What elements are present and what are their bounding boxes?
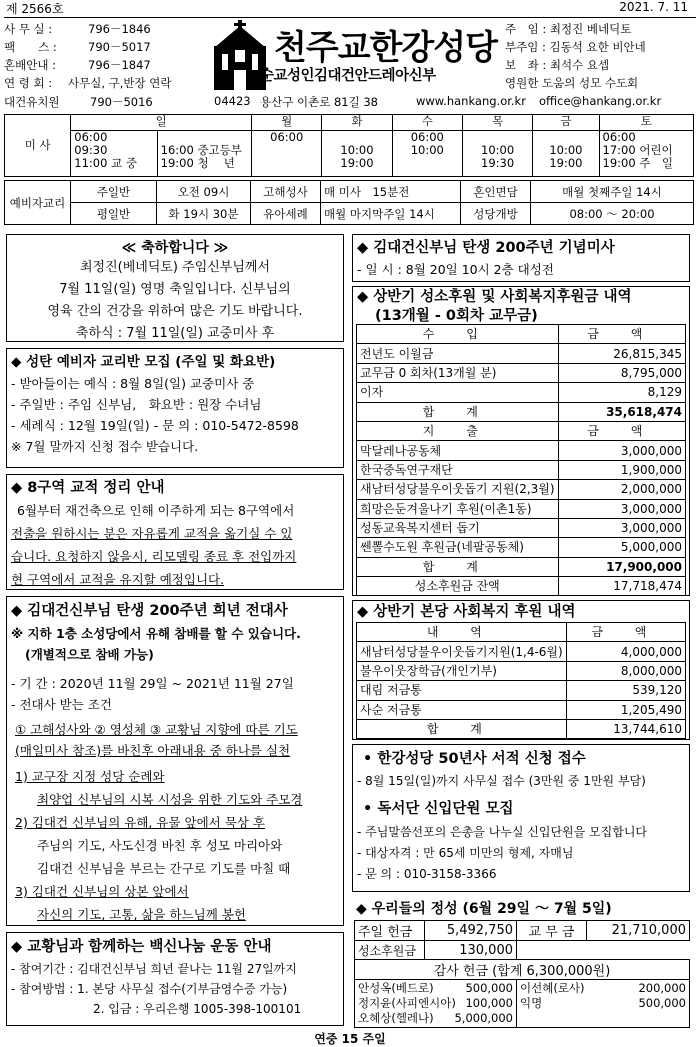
welfare-table: 내 역 금 액 새남터성당불우이웃돕기지원(1,4-6월) 4,000,000 불우이웃장학금(개인기부) 8,000,000 대림 저금통 539,120 사순 저금통 1,205,490 합 계 13,744,610	[356, 622, 686, 739]
table-row: 쎈뽈수도원 후원금(네팔공동체) 5,000,000	[357, 538, 686, 557]
mass200-box: ◆ 김대건신부님 탄생 200주년 기념미사 - 일 시 : 8월 20일 10시 2층 대성전	[352, 234, 690, 282]
issue-number: 제 2566호	[6, 2, 64, 16]
table-row: 한국중독연구재단 1,900,000	[357, 460, 686, 479]
table-row: 막달레나공동체 3,000,000	[357, 441, 686, 460]
issue-date: 2021. 7. 11	[619, 0, 688, 14]
table-row: 불우이웃장학금(개인기부) 8,000,000	[357, 661, 686, 680]
notices-box: • 한강성당 50년사 서적 신청 접수 - 8월 15일(일)까지 사무실 접수 (3만원 중 1만원 부담) • 독서단 신입단원 모집 - 주님말씀선포의 은총을 나누실 신입단원을 모집합니다 - 대상자격 : 만 65세 미만의 형제, 자매님 - 문 의 : 010-3158-3366	[352, 744, 690, 892]
sacrament-schedule: 예비자교리 주일반 오전 09시 고해성사 매 미사 15분전 혼인면담 매월 첫째주일 14시 평일반 화 19시 30분 유아세례 매월 마지막주일 14시 성당개방 08:00 ～ 20:00	[4, 180, 694, 225]
table-row: 희망은둔겨울나기 후원(이촌1동) 3,000,000	[357, 499, 686, 518]
liturgical-day: 연중 15 주일	[314, 1032, 386, 1046]
table-row: 사순 저금통 1,205,490	[357, 700, 686, 719]
catechism-box: ◆ 성탄 예비자 교리반 모집 (주일 및 화요반) - 받아들이는 예식 : 8월 8일(일) 교중미사 중 - 주일반 : 주임 신부님, 화요반 : 원장 수녀님 - 세례식 : 12월 19일(일) - 문 의 : 010-5472-8598 ※ 7월 말까지 신청 접수 받습니다.	[6, 348, 344, 468]
contact-info: 사 무 실 : 796－1846 팩 스 : 790－5017 혼배안내 : 796－1847 연 령 회 : 사무실, 구,반장 연락	[4, 22, 172, 90]
offering-title: ◆ 우리들의 정성 (6월 29일 ～ 7월 5일)	[356, 901, 612, 917]
welfare-box: ◆ 상반기 본당 사회복지 후원 내역	[352, 600, 690, 740]
church-name: 천주교한강성당	[274, 28, 497, 68]
table-row: 교무금 0 회차(13개월 분) 8,795,000	[357, 363, 686, 382]
table-row: 새남터성당불우이웃돕기 지원(2,3월) 2,000,000	[357, 480, 686, 499]
table-row: 전년도 이월금 26,815,345	[357, 344, 686, 363]
finance-table: 수 입 금 액 전년도 이월금 26,815,345 교무금 0 회차(13개월 분) 8,795,000 이자 8,129 합 계 35,618,474 지 출 금 액 막달레나공동체 3,000,000 한국중독연구재단 1,900,000 새남터성당불우이웃돕기 지원(2,3월) 2,000,000 희망은둔겨울나기 후원(이촌1동) 3,000,000 성동교육복지센터 돕기 3,000,000 쎈뽈수도원 후원금(네팔공동체) 5,000,000 합 계 17,900,000 성소후원금 잔액 17,718,474	[356, 324, 686, 596]
offering-table: 주일 헌금 5,492,750 교 무 금 21,710,000 성소후원금 130,000 감사 헌금 (합계 6,300,000원) 안성옥(베드로) 500,000 정지윤(사피엔시아) 100,000 오혜상(헬레나) 5,000,000 이선혜(로사) 200,000 익명 500,000	[354, 920, 690, 1028]
table-row: 성동교육복지센터 돕기 3,000,000	[357, 518, 686, 537]
table-row: 대림 저금통 539,120	[357, 681, 686, 700]
clergy-info: 주 임 : 최정진 베네딕토 부주임 : 김동석 요한 비안네 보 좌 : 최석수 요셉 영원한 도움의 성모 수도회	[505, 22, 646, 90]
table-row: 새남터성당불우이웃돕기지원(1,4-6월) 4,000,000	[357, 642, 686, 661]
finance-box: ◆ 상반기 성소후원 및 사회복지후원금 내역 (13개월 - 0회차 교무금)	[352, 286, 690, 596]
congrats-box: ≪ 축하합니다 ≫ 최정진(베네딕토) 주임신부님께서 7월 11일(일) 영명 축일입니다. 신부님의 영육 간의 건강을 위하여 많은 기도 바랍니다. 축하식 : 7월 11일(일) 교중미사 후	[6, 234, 344, 342]
church-subtitle: 순교성인김대건안드레아신부	[260, 68, 436, 84]
mass-schedule: 미 사 일 월 화 수 목 금 토 06:00 09:30 11:00 교 중 16:00 중고등부 19:00 청 년 06:00 10:00 19:00 06:00 10:00 10:00 19:30 10:00 19:00 06:00 17:00 어린이 19:00 주 일	[4, 114, 694, 177]
vaccine-box: ◆ 교황님과 함께하는 백신나눔 운동 안내 - 참여기간 : 김대건신부님 희년 끝나는 11월 27일까지 - 참여방법 : 1. 본당 사무실 접수(기부금영수증 가능) 2. 입금 : 우리은행 1005-398-100101	[6, 932, 344, 1026]
parish-box: ◆ 8구역 교적 정리 안내 6월부터 재건축으로 인해 이주하게 되는 8구역에서 전출을 원하시는 분은 자유롭게 교적을 옮기실 수 있 습니다. 요청하지 않을시, 리모델링 종료 후 전입까지 현 구역에서 교적을 유지할 예정입니다.	[6, 474, 344, 590]
jubilee-box: ◆ 김대건신부님 탄생 200주년 희년 전대사 ※ 지하 1층 소성당에서 유해 참배를 할 수 있습니다. (개별적으로 참배 가능) - 기 간 : 2020년 11월 29일 ~ 2021년 11월 27일 - 전대사 받는 조건 ① 고해성사와 ② 영성체 ③ 교황님 지향에 따른 기도 (매일미사 참조)를 바친후 아래내용 중 하나를 실천 1) 교구장 지정 성당 순례와 최양업 신부님의 시복 시성을 위한 기도와 주모경 2) 김대건 신부님의 유해, 유물 앞에서 묵상 후 주님의 기도, 사도신경 바친 후 성모 마리아와 김대건 신부님을 부르는 간구로 기도를 마칠 때 3) 김대건 신부님의 상본 앞에서 자신의 기도, 고통, 삶을 하느님께 봉헌	[6, 596, 344, 926]
table-row: 이자 8,129	[357, 383, 686, 402]
church-logo	[212, 20, 502, 92]
